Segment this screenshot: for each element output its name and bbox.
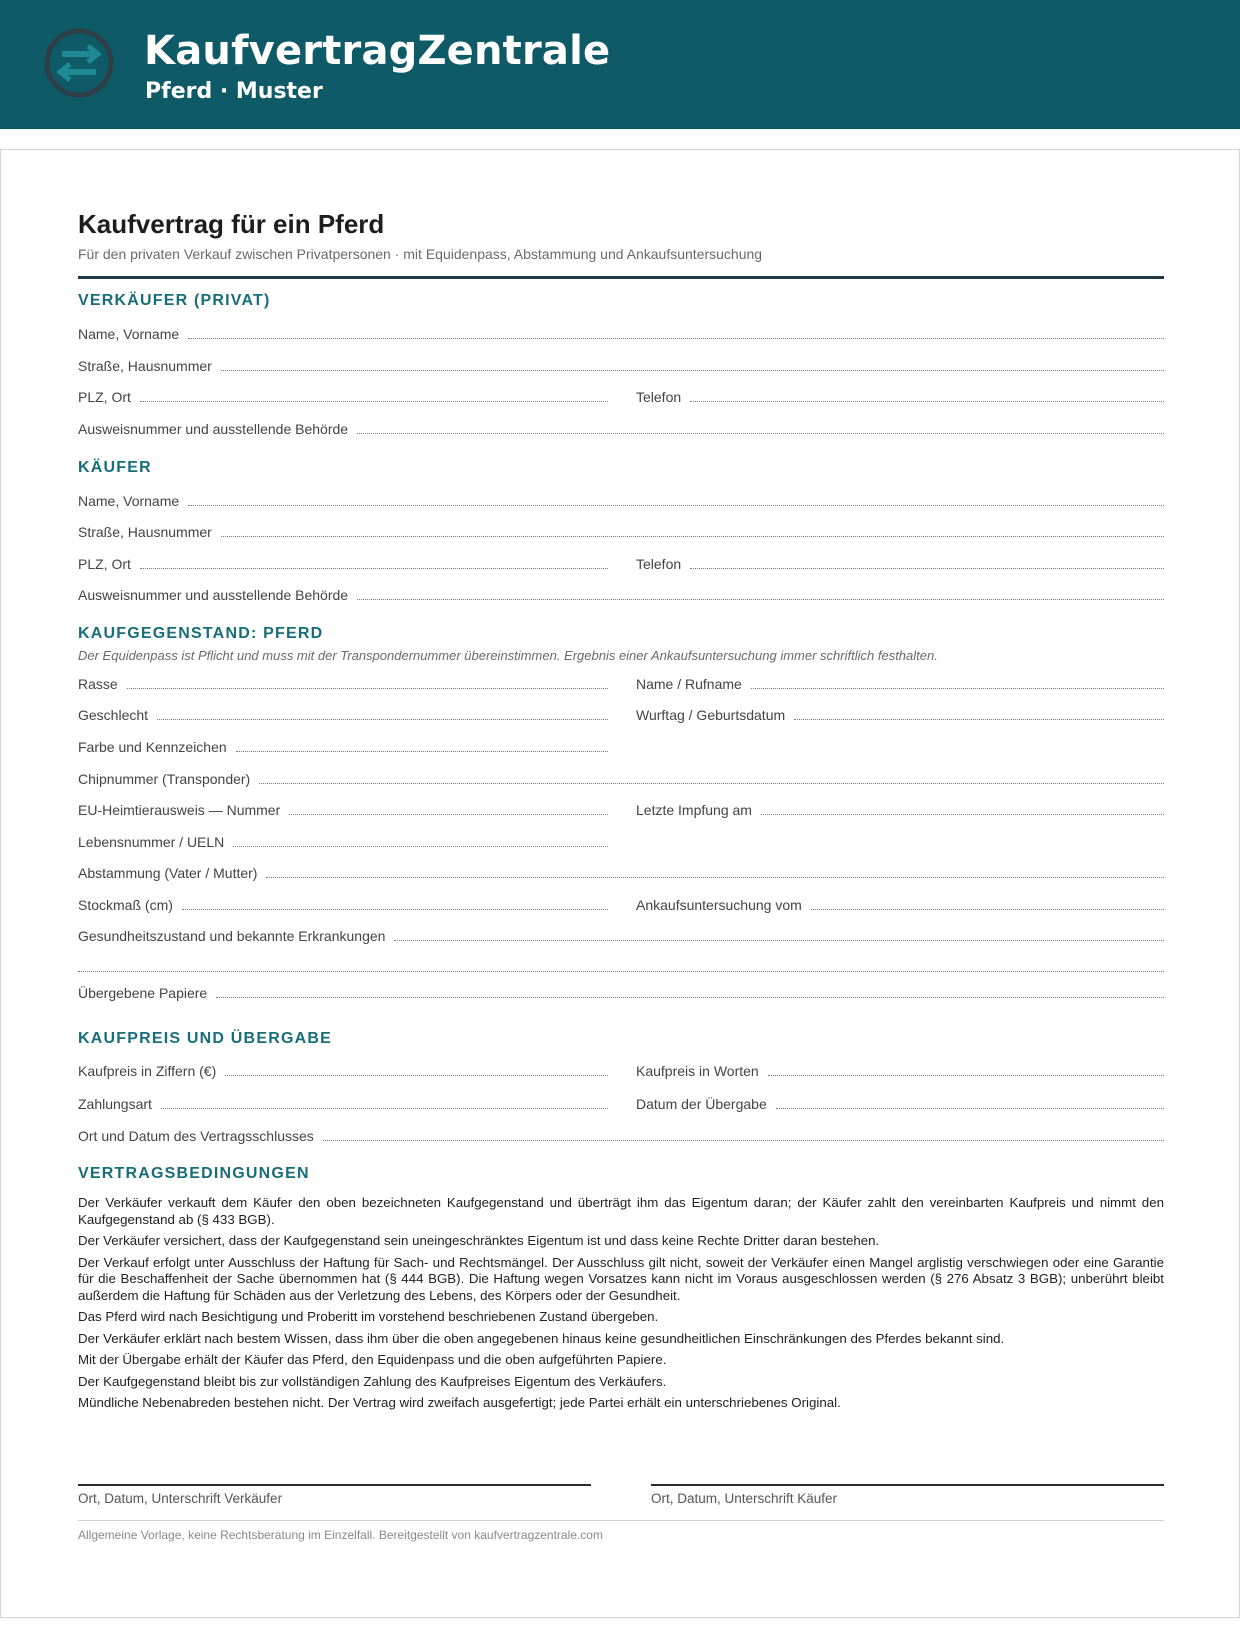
field-label: Name, Vorname xyxy=(78,326,180,342)
field-label: Abstammung (Vater / Mutter) xyxy=(78,865,258,881)
footer-disclaimer: Allgemeine Vorlage, keine Rechtsberatung im Einzelfall. Bereitgestellt von kaufvertragzentrale.com xyxy=(78,1528,603,1542)
pedigree-field[interactable] xyxy=(78,861,1164,881)
title-divider xyxy=(78,276,1164,279)
field-label: Ausweisnummer und ausstellende Behörde xyxy=(78,421,349,437)
chip-field[interactable] xyxy=(78,767,1164,787)
field-label: Wurftag / Geburtsdatum xyxy=(636,707,786,723)
fill-line xyxy=(78,970,1164,972)
fill-line xyxy=(794,718,1164,720)
terms-paragraph: Der Verkäufer erklärt nach bestem Wissen, dass ihm über die oben angegebenen hinaus keine gesundheitlichen Einschränkungen des Pferdes bekannt sind. xyxy=(78,1330,1005,1346)
fill-line xyxy=(233,845,608,847)
fill-line xyxy=(127,687,608,689)
contract-place-field[interactable] xyxy=(78,1124,1164,1144)
brand-title: KaufvertragZentrale xyxy=(144,28,611,74)
fill-line xyxy=(761,813,1164,815)
color-field[interactable] xyxy=(78,735,608,755)
field-label: Übergebene Papiere xyxy=(78,985,208,1001)
papers-field[interactable] xyxy=(78,981,1164,1001)
section-heading-seller: VERKÄUFER (PRIVAT) xyxy=(78,292,271,309)
page-subtitle: Für den privaten Verkauf zwischen Privatpersonen · mit Equidenpass, Abstammung und Ankaufsuntersuchung xyxy=(78,246,763,262)
field-label: Kaufpreis in Worten xyxy=(636,1063,759,1079)
field-label: Letzte Impfung am xyxy=(636,802,752,818)
seller-signature-label: Ort, Datum, Unterschrift Verkäufer xyxy=(78,1491,283,1506)
section-heading-terms: VERTRAGSBEDINGUNGEN xyxy=(78,1165,310,1182)
page-title: Kaufvertrag für ein Pferd xyxy=(78,209,385,239)
seller-phone-field[interactable] xyxy=(636,385,1164,405)
brand-subtitle: Pferd · Muster xyxy=(145,79,323,104)
payment-field[interactable] xyxy=(78,1092,608,1112)
fill-line xyxy=(236,750,608,752)
fill-line xyxy=(266,876,1164,878)
terms-paragraph: Der Verkauf erfolgt unter Ausschluss der Haftung für Sach- und Rechtsmängel. Der Ausschluss gilt nicht, soweit der Verkäufer einen Mangel arglistig verschwiegen oder eine Garantie für die Beschaffenheit der Sache übernommen hat (§ 444 BGB). Die Haftung wegen Vorsatzes kann nicht im Voraus ausgeschlossen werden (§ 276 Absatz 3 BGB); unberührt bleibt außerdem die Haftung für Schäden aus der Verletzung des Lebens, des Körpers oder der Gesundheit. xyxy=(78,1254,1164,1303)
fill-line xyxy=(811,908,1164,910)
vaccination-field[interactable] xyxy=(636,798,1164,818)
seller-city-field[interactable] xyxy=(78,385,608,405)
field-label: Gesundheitszustand und bekannte Erkrankungen xyxy=(78,928,386,944)
field-label: Stockmaß (cm) xyxy=(78,897,173,913)
fill-line xyxy=(216,996,1164,998)
section-heading-buyer: KÄUFER xyxy=(78,459,152,476)
seller-signature-line[interactable] xyxy=(78,1484,591,1486)
section-heading-price: KAUFPREIS UND ÜBERGABE xyxy=(78,1030,332,1047)
passport-field[interactable] xyxy=(78,798,608,818)
fill-line xyxy=(225,1074,608,1076)
field-label: Name, Vorname xyxy=(78,493,180,509)
field-label: Ausweisnummer und ausstellende Behörde xyxy=(78,587,349,603)
buyer-signature-line[interactable] xyxy=(651,1484,1164,1486)
field-label: PLZ, Ort xyxy=(78,389,131,405)
inspection-field[interactable] xyxy=(636,893,1164,913)
field-label: Farbe und Kennzeichen xyxy=(78,739,227,755)
terms-paragraph: Mündliche Nebenabreden bestehen nicht. Der Vertrag wird zweifach ausgefertigt; jede Partei erhält ein unterschriebenes Original. xyxy=(78,1395,841,1410)
buyer-city-field[interactable] xyxy=(78,552,608,572)
fill-line xyxy=(221,535,1164,537)
field-label: EU-Heimtierausweis — Nummer xyxy=(78,802,281,818)
fill-line xyxy=(221,369,1164,371)
field-label: Telefon xyxy=(636,389,682,405)
footer-divider xyxy=(78,1520,1164,1521)
fill-line xyxy=(140,400,608,402)
fill-line xyxy=(357,598,1164,600)
fill-line xyxy=(690,400,1164,402)
birth-date-field[interactable] xyxy=(636,703,1164,723)
swap-arrows-icon xyxy=(44,28,114,98)
terms-paragraph: Der Verkäufer verkauft dem Käufer den oben bezeichneten Kaufgegenstand und überträgt ihm das Eigentum daran; der Käufer zahlt den vereinbarten Kaufpreis und nimmt den Kaufgegenstand ab (§ 433 BGB). xyxy=(78,1195,1164,1227)
field-label: Name / Rufname xyxy=(636,676,742,692)
field-label: Straße, Hausnummer xyxy=(78,358,212,374)
handover-date-field[interactable] xyxy=(636,1092,1164,1112)
seller-name-field[interactable] xyxy=(78,322,1164,342)
terms-paragraph: Das Pferd wird nach Besichtigung und Proberitt im vorstehend beschriebenen Zustand übergeben. xyxy=(78,1309,659,1324)
field-label: Chipnummer (Transponder) xyxy=(78,771,251,787)
field-label: PLZ, Ort xyxy=(78,556,131,572)
buyer-name-field[interactable] xyxy=(78,489,1164,509)
height-field[interactable] xyxy=(78,893,608,913)
sex-field[interactable] xyxy=(78,703,608,723)
fill-line xyxy=(157,718,608,720)
header-bar xyxy=(0,0,1240,129)
terms-paragraph: Der Verkäufer versichert, dass der Kaufgegenstand sein uneingeschränktes Eigentum ist und dass keine Rechte Dritter daran bestehen. xyxy=(78,1233,880,1248)
seller-street-field[interactable] xyxy=(78,354,1164,374)
fill-line xyxy=(394,939,1164,941)
ueln-field[interactable] xyxy=(78,830,608,850)
seller-id-field[interactable] xyxy=(78,417,1164,437)
field-label: Straße, Hausnummer xyxy=(78,524,212,540)
breed-field[interactable] xyxy=(78,672,608,692)
section-heading-object: KAUFGEGENSTAND: PFERD xyxy=(78,625,324,642)
field-label: Lebensnummer / UELN xyxy=(78,834,225,850)
buyer-phone-field[interactable] xyxy=(636,552,1164,572)
fill-line xyxy=(188,504,1164,506)
terms-paragraph: Mit der Übergabe erhält der Käufer das Pferd, den Equidenpass und die oben aufgeführten Papiere. xyxy=(78,1352,667,1367)
buyer-signature-label: Ort, Datum, Unterschrift Käufer xyxy=(651,1491,838,1506)
field-label: Ankaufsuntersuchung vom xyxy=(636,897,802,913)
field-label: Datum der Übergabe xyxy=(636,1096,767,1112)
field-label: Telefon xyxy=(636,556,682,572)
field-label: Ort und Datum des Vertragsschlusses xyxy=(78,1128,314,1144)
fill-line xyxy=(161,1107,608,1109)
health-field[interactable] xyxy=(78,924,1164,944)
field-label: Rasse xyxy=(78,676,118,692)
buyer-street-field[interactable] xyxy=(78,520,1164,540)
fill-line xyxy=(357,432,1164,434)
fill-line xyxy=(259,782,1164,784)
field-label: Kaufpreis in Ziffern (€) xyxy=(78,1063,217,1079)
health-extra-line[interactable] xyxy=(78,955,1164,975)
fill-line xyxy=(289,813,608,815)
fill-line xyxy=(140,567,608,569)
fill-line xyxy=(182,908,608,910)
fill-line xyxy=(751,687,1164,689)
fill-line xyxy=(690,567,1164,569)
field-label: Geschlecht xyxy=(78,707,149,723)
price-words-field[interactable] xyxy=(636,1059,1164,1079)
section-note: Der Equidenpass ist Pflicht und muss mit der Transpondernummer übereinstimmen. Ergebnis einer Ankaufsuntersuchung immer schriftlich festhalten. xyxy=(78,648,938,663)
fill-line xyxy=(323,1139,1164,1141)
fill-line xyxy=(776,1107,1164,1109)
fill-line xyxy=(768,1074,1164,1076)
field-label: Zahlungsart xyxy=(78,1096,152,1112)
price-digits-field[interactable] xyxy=(78,1059,608,1079)
terms-text xyxy=(78,1195,1164,1417)
terms-paragraph: Der Kaufgegenstand bleibt bis zur vollständigen Zahlung des Kaufpreises Eigentum des Verkäufers. xyxy=(78,1373,667,1389)
callname-field[interactable] xyxy=(636,672,1164,692)
fill-line xyxy=(188,337,1164,339)
buyer-id-field[interactable] xyxy=(78,583,1164,603)
